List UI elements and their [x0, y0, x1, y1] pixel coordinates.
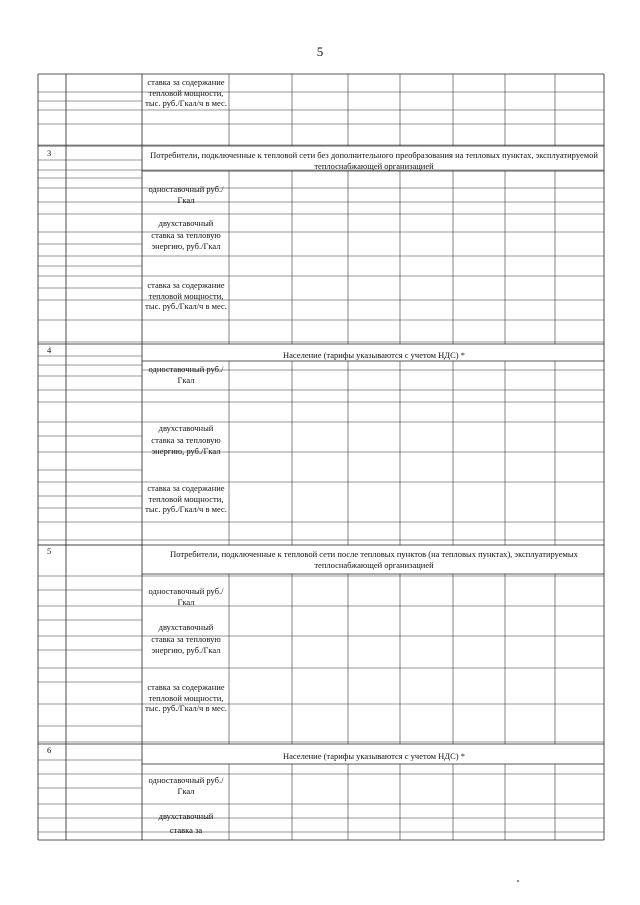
energy-rate-label-s4: ставка за тепловую энергию, руб./Гкал — [151, 435, 221, 456]
energy-rate-label-s3: ставка за тепловую энергию, руб./Гкал — [151, 230, 221, 251]
section-6-heading: Население (тарифы указываются с учетом НДС) * — [283, 751, 465, 761]
section-6-number: 6 — [47, 745, 52, 755]
section-5-heading: Потребители, подключенные к тепловой сети после тепловых пунктов (на тепловых пунктах), эксплуатируемых теплоснабжающей организацией — [170, 549, 578, 570]
two-rate-label-s4: двухставочный — [158, 423, 214, 433]
two-rate-label-s6: двухставочный — [158, 811, 214, 821]
single-rate-label-s5: одноставочный руб./Гкал — [148, 586, 224, 607]
page-number: 5 — [316, 44, 324, 59]
section-4-number: 4 — [47, 345, 52, 355]
two-rate-label-s3: двухставочный — [158, 218, 214, 228]
scan-speck — [517, 880, 519, 882]
single-rate-label-s3: одноставочный руб./Гкал — [148, 184, 224, 205]
power-rate-label-s5: ставка за содержание тепловой мощности, тыс. руб./Гкал/ч в мес. — [145, 682, 227, 713]
section-4-heading: Население (тарифы указываются с учетом НДС) * — [283, 350, 465, 360]
energy-rate-label-s5: ставка за тепловую энергию, руб./Гкал — [151, 634, 221, 655]
section-3-heading: Потребители, подключенные к тепловой сети без дополнительного преобразования на тепловых пунктах, эксплуатируемой теплоснабжающей организацией — [150, 150, 598, 171]
two-rate-label-s5: двухставочный — [158, 622, 214, 632]
section-3-number: 3 — [47, 148, 52, 158]
power-rate-label-top: ставка за содержание тепловой мощности, тыс. руб./Гкал/ч в мес. — [145, 77, 227, 108]
single-rate-label-s6: одноставочный руб./Гкал — [148, 775, 224, 796]
power-rate-label-s3: ставка за содержание тепловой мощности, тыс. руб./Гкал/ч в мес. — [145, 280, 227, 311]
section-5-number: 5 — [47, 546, 52, 556]
single-rate-label-s4: одноставочный руб./Гкал — [148, 364, 224, 385]
energy-rate-start-label-s6: ставка за — [169, 825, 203, 835]
power-rate-label-s4: ставка за содержание тепловой мощности, тыс. руб./Гкал/ч в мес. — [145, 483, 227, 514]
